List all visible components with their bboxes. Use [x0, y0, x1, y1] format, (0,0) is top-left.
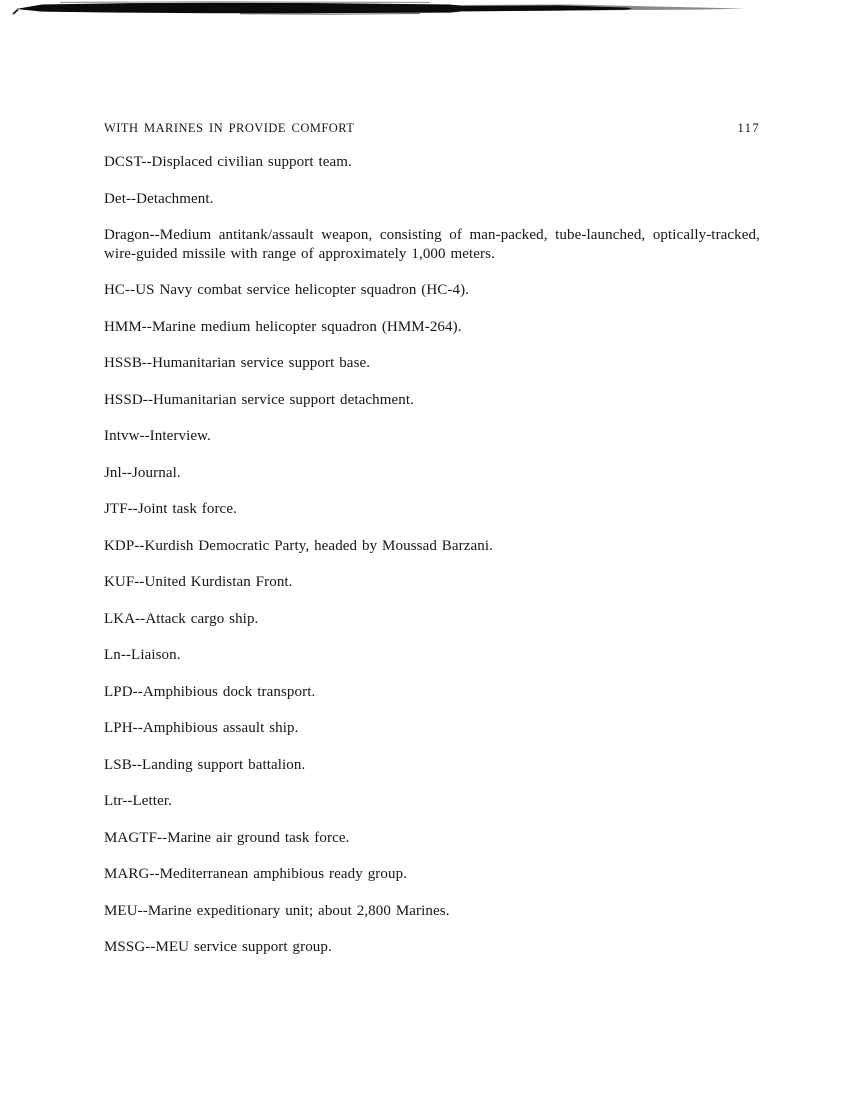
scan-artifact-line [0, 0, 864, 24]
glossary-entry-lka: LKA--Attack cargo ship. [104, 610, 259, 627]
glossary-entry-det: Det--Detachment. [104, 190, 214, 207]
glossary-entry-kuf: KUF--United Kurdistan Front. [104, 574, 293, 590]
glossary-entry-jnl: Jnl--Journal. [104, 464, 181, 481]
running-title: WITH MARINES IN PROVIDE COMFORT [104, 121, 355, 135]
glossary-entry-mssg: MSSG--MEU service support group. [104, 939, 332, 955]
glossary-entry-intvw: Intvw--Interview. [104, 428, 211, 444]
glossary-entry-dragon: Dragon--Medium antitank/assault weapon, consisting of man-packed, tube-launched, optically-tracked, wire-guided missile with range of approximately 1,000 meters. [104, 227, 760, 262]
glossary-entry-ltr: Ltr--Letter. [104, 793, 172, 809]
glossary-entry-hmm: HMM--Marine medium helicopter squadron (HMM-264). [104, 318, 462, 335]
glossary-entry-meu: MEU--Marine expeditionary unit; about 2,800 Marines. [104, 902, 450, 919]
glossary-list [0, 153, 864, 957]
glossary-entry-magtf: MAGTF--Marine air ground task force. [104, 829, 350, 846]
glossary-entry-lsb: LSB--Landing support battalion. [104, 756, 306, 773]
glossary-entry-lpd: LPD--Amphibious dock transport. [104, 683, 316, 700]
glossary-entry-ln: Ln--Liaison. [104, 647, 181, 663]
glossary-entry-lph: LPH--Amphibious assault ship. [104, 720, 299, 736]
page-number: 117 [737, 120, 760, 135]
glossary-entry-kdp: KDP--Kurdish Democratic Party, headed by Moussad Barzani. [104, 537, 493, 554]
glossary-entry-marg: MARG--Mediterranean amphibious ready group. [104, 866, 408, 882]
glossary-entry-jtf: JTF--Joint task force. [104, 501, 237, 517]
page-header [0, 120, 864, 136]
glossary-entry-hssd: HSSD--Humanitarian service support detachment. [104, 391, 415, 408]
glossary-entry-dcst: DCST--Displaced civilian support team. [104, 154, 352, 170]
glossary-entry-hssb: HSSB--Humanitarian service support base. [104, 355, 371, 371]
glossary-entry-hc: HC--US Navy combat service helicopter squadron (HC-4). [104, 282, 470, 298]
